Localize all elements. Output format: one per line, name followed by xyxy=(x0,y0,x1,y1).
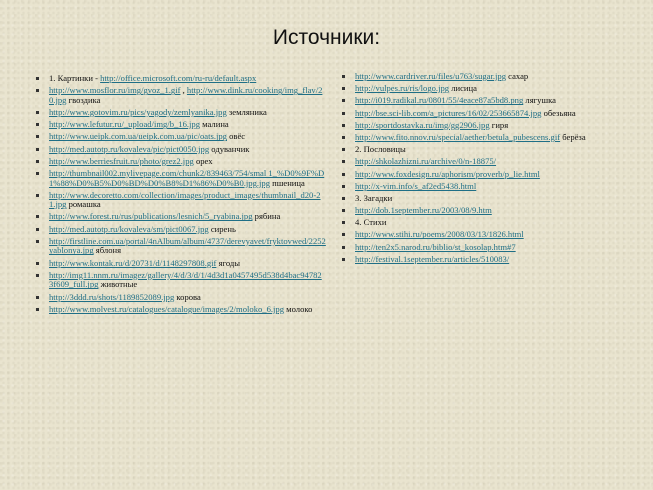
source-list-item xyxy=(342,109,632,119)
source-list-item xyxy=(36,108,326,118)
source-description: сахар xyxy=(506,71,529,81)
source-list-item xyxy=(342,170,632,180)
link-separator: , xyxy=(180,85,187,96)
source-description: малина xyxy=(200,119,229,130)
source-list-item xyxy=(342,84,632,94)
source-description: животные xyxy=(98,279,138,290)
source-description: молоко xyxy=(284,303,313,314)
source-list-item xyxy=(36,305,326,315)
source-link[interactable]: http://i019.radikal.ru/0801/55/4eace87a5bd8.png xyxy=(355,95,524,106)
source-section-label: 4. Стихи xyxy=(355,217,387,228)
source-list-item xyxy=(36,225,326,235)
source-description: одуванчик xyxy=(209,143,250,154)
source-link[interactable]: http://www.ueipk.com.ua/ueipk.com.ua/pic/oats.jpg xyxy=(49,131,227,142)
source-section-label: 1. Картинки - xyxy=(49,73,101,83)
slide-title: Источники: xyxy=(272,26,381,49)
source-description: земляника xyxy=(226,106,267,117)
source-link[interactable]: http://ten2x5.narod.ru/biblio/st_kosolap.htm#7 xyxy=(355,241,516,252)
source-link[interactable]: http://www.dink.ru/cooking/img_flav/20.jpg xyxy=(49,85,323,105)
source-link[interactable]: http://www.mosflor.ru/img/gvoz_1.gif xyxy=(49,85,181,96)
source-list-item xyxy=(342,255,632,265)
source-link[interactable]: http://shkolazhizni.ru/archive/0/n-18875/ xyxy=(355,156,497,167)
source-list-item xyxy=(36,132,326,142)
source-list-item xyxy=(36,191,326,210)
source-list-item xyxy=(36,237,326,256)
source-list-item xyxy=(342,194,632,204)
source-description: орех xyxy=(193,155,213,166)
source-list-item xyxy=(342,206,632,216)
source-description: лягушка xyxy=(523,95,556,106)
source-link[interactable]: http://www.fito.nnov.ru/special/aether/betula_pubescens.gif xyxy=(355,131,561,142)
source-description: сирень xyxy=(208,223,236,234)
source-list-item xyxy=(342,121,632,131)
source-list-item xyxy=(36,86,326,105)
source-link[interactable]: http://www.gotovim.ru/pics/yagody/zemlyanika.jpg xyxy=(49,106,227,117)
source-list-item xyxy=(342,96,632,106)
source-list-item xyxy=(36,169,326,188)
source-list-item xyxy=(342,133,632,143)
source-list-item xyxy=(36,259,326,269)
source-link[interactable]: http://3ddd.ru/shots/1189852089.jpg xyxy=(49,291,175,302)
source-description: корова xyxy=(174,291,201,302)
source-list-item xyxy=(36,157,326,167)
source-list-item xyxy=(342,230,632,240)
source-link[interactable]: http://vulpes.ru/ris/logo.jpg xyxy=(355,83,450,94)
source-link[interactable]: http://firstline.com.ua/portal/4nAlbum/album/4737/derevyavet/fryktovwed/2252yablonya.jpg xyxy=(49,235,326,256)
source-list-item xyxy=(36,293,326,303)
source-description: ягоды xyxy=(216,257,241,268)
sources-list-right xyxy=(342,72,632,267)
source-list-item xyxy=(36,271,326,290)
source-link[interactable]: http://www.stihi.ru/poems/2008/03/13/1826.html xyxy=(355,229,524,240)
sources-list-left xyxy=(36,74,326,317)
source-list-item xyxy=(342,157,632,167)
source-link[interactable]: http://festival.1september.ru/articles/510083/ xyxy=(355,253,510,264)
source-description: гвоздика xyxy=(66,94,101,105)
source-list-item xyxy=(36,120,326,130)
source-link[interactable]: http://www.foxdesign.ru/aphorism/proverb/p_lie.html xyxy=(355,168,540,179)
source-link[interactable]: http://www.decoretto.com/collection/images/product_images/thumbnail_d20-21.jpg xyxy=(49,189,321,210)
source-list-item xyxy=(342,182,632,192)
source-section-label: 3. Загадки xyxy=(355,192,393,203)
source-section-label: 2. Пословицы xyxy=(355,144,406,155)
source-link[interactable]: http://img11.nnm.ru/imagez/gallery/4/d/3/d/1/4d3d1a0457495d538d4bac947823f609_full.jpg xyxy=(49,269,322,290)
source-link[interactable]: http://dob.1september.ru/2003/08/9.htm xyxy=(355,205,492,216)
source-link[interactable]: http://thumbnail002.mylivepage.com/chunk2/839463/754/smal 1_%D0%9F%D1%88%D0%B5%D0%BD%D0%B8%D1%86%D0%B0.jpg.jpg xyxy=(49,167,325,188)
source-link[interactable]: http://office.microsoft.com/ru-ru/default.aspx xyxy=(100,73,257,83)
source-link[interactable]: http://www.molvest.ru/catalogues/catalogue/images/2/moloko_6.jpg xyxy=(49,303,285,314)
source-description: лисица xyxy=(449,83,477,94)
source-description: гиря xyxy=(489,119,509,130)
source-list-item xyxy=(36,145,326,155)
source-description: ромашка xyxy=(66,199,101,210)
source-link[interactable]: http://www.forest.ru/rus/publications/lesnich/5_ryabina.jpg xyxy=(49,211,253,222)
source-link[interactable]: http://bse.sci-lib.com/a_pictures/16/02/253665874.jpg xyxy=(355,107,542,118)
source-list-item xyxy=(36,74,326,84)
source-list-item xyxy=(342,72,632,82)
source-description: берёза xyxy=(560,131,586,142)
source-link[interactable]: http://www.cardriver.ru/files/u763/sugar.jpg xyxy=(355,71,506,81)
source-link[interactable]: http://med.autotp.ru/kovaleva/pic/pict0050.jpg xyxy=(49,143,210,154)
source-description: овёс xyxy=(226,131,246,142)
source-description: обезьяна xyxy=(541,107,576,118)
source-list-item xyxy=(342,145,632,155)
source-link[interactable]: http://x-vim.info/s_af2ed5438.html xyxy=(355,180,477,191)
source-link[interactable]: http://www.kontak.ru/d/20731/d/1148297808.gif xyxy=(49,257,217,268)
source-link[interactable]: http://www.berriesfruit.ru/photo/grez2.jpg xyxy=(49,155,194,166)
source-list-item xyxy=(342,243,632,253)
source-link[interactable]: http://www.lefutur.ru/_upload/img/b_16.jpg xyxy=(49,119,201,130)
source-list-item xyxy=(342,218,632,228)
source-link[interactable]: http://med.autotp.ru/kovaleva/sm/pict0067.jpg xyxy=(49,223,209,234)
source-description: рябина xyxy=(252,211,281,222)
source-description: яблоня xyxy=(93,245,122,256)
source-link[interactable]: http://sportdostavka.ru/img/gg2906.jpg xyxy=(355,119,490,130)
source-list-item xyxy=(36,212,326,222)
source-description: пшеница xyxy=(270,177,305,188)
